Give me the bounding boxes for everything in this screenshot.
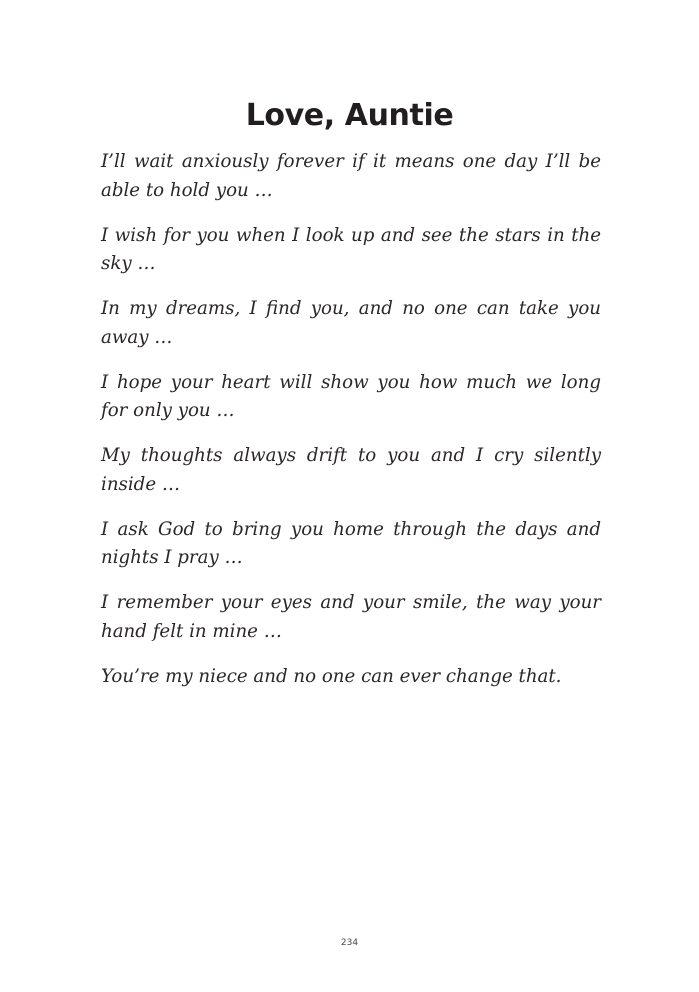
poem-body xyxy=(101,148,601,691)
page-number: 234 xyxy=(340,938,359,948)
stanza: My thoughts always drift to you and I cry silently inside … xyxy=(101,445,601,495)
stanza: You’re my niece and no one can ever change that. xyxy=(101,665,562,687)
stanza: I remember your eyes and your smile, the way your hand felt in mine … xyxy=(101,592,601,642)
page-title: Love, Auntie xyxy=(245,98,454,134)
stanza: I wish for you when I look up and see the stars in the sky … xyxy=(101,224,601,275)
stanza: I ask God to bring you home through the days and nights I pray … xyxy=(101,518,601,569)
stanza: I hope your heart will show you how much we long for only you … xyxy=(101,371,601,422)
stanza: In my dreams, I find you, and no one can take you away … xyxy=(101,298,601,348)
stanza: I’ll wait anxiously forever if it means one day I’ll be able to hold you … xyxy=(101,151,601,201)
